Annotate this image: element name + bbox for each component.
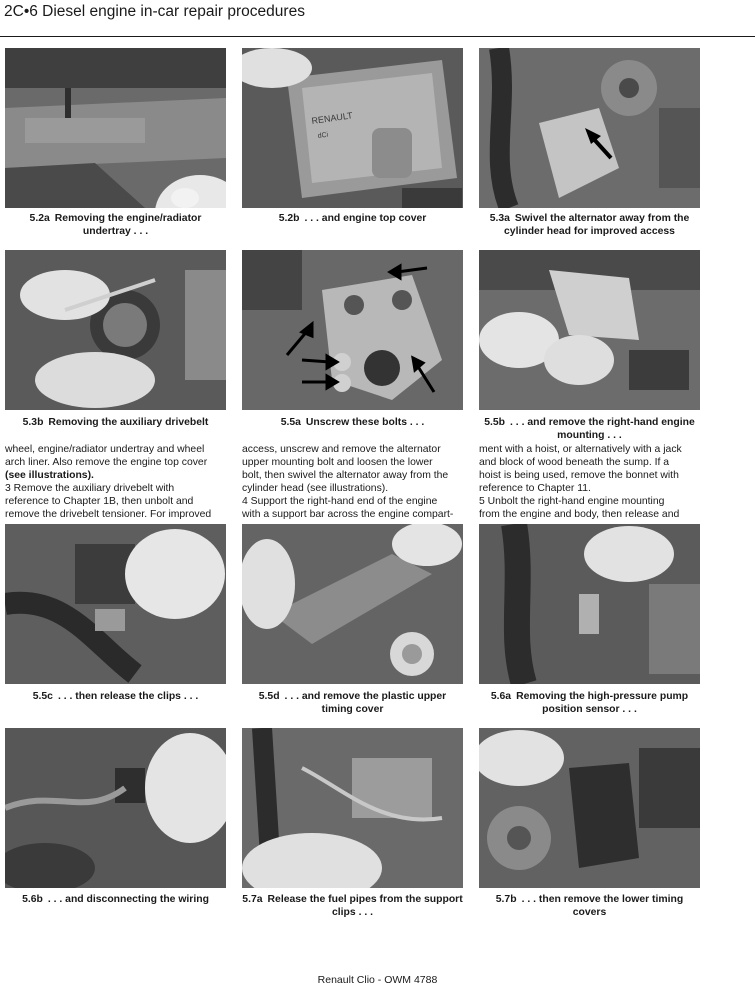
photo-5-2b bbox=[242, 48, 463, 208]
photo-5-5d bbox=[242, 524, 463, 684]
caption-5-6a: 5.6a Removing the high-pressure pump position sensor . . . bbox=[490, 691, 689, 715]
header-rule bbox=[0, 36, 755, 37]
photo-5-6a bbox=[479, 524, 700, 684]
photo-5-3a bbox=[479, 48, 700, 208]
page-footer: Renault Clio - OWM 4788 bbox=[317, 974, 438, 986]
caption-5-5b: 5.5b . . . and remove the right-hand engine mounting . . . bbox=[484, 417, 695, 441]
caption-5-6b: 5.6b . . . and disconnecting the wiring bbox=[22, 894, 209, 905]
caption-5-3b: 5.3b Removing the auxiliary drivebelt bbox=[22, 417, 209, 428]
body-text-col1: wheel, engine/radiator undertray and wheel arch liner. Also remove the engine top cover (see illustrations). 3 Remove the auxiliary drivebelt with reference to Chapter 1B, then unbolt and remove the drivebelt tensioner. For improved bbox=[5, 444, 212, 520]
caption-5-5c: 5.5c . . . then release the clips . . . bbox=[32, 691, 199, 702]
caption-5-2a: 5.2a Removing the engine/radiator undertray . . . bbox=[29, 213, 202, 237]
photo-5-2a bbox=[5, 48, 226, 208]
photo-5-5c bbox=[5, 524, 226, 684]
photo-5-7a bbox=[242, 728, 463, 888]
renault-badge: RENAULT bbox=[310, 110, 354, 126]
caption-5-2b: 5.2b . . . and engine top cover bbox=[278, 213, 427, 224]
body-text-col2: access, unscrew and remove the alternator upper mounting bolt and loosen the lower bolt, then swivel the alternator away from the cylinder head (see illustrations). 4 Support the right-hand end of the engine with a support bar across the engine compart- bbox=[242, 444, 454, 520]
body-text-col3: ment with a hoist, or alternatively with a jack and block of wood beneath the sump. If a hoist is being used, remove the bonnet with reference to Chapter 11. 5 Unbolt the right-hand engine mounting from the engine and body, then release and bbox=[479, 444, 682, 520]
page-header: 2C•6 Diesel engine in-car repair procedures bbox=[4, 3, 305, 20]
photo-5-7b bbox=[479, 728, 700, 888]
photo-5-6b bbox=[5, 728, 226, 888]
caption-5-3a: 5.3a Swivel the alternator away from the cylinder head for improved access bbox=[489, 213, 690, 237]
photo-5-3b bbox=[5, 250, 226, 410]
badge-code: dCi bbox=[317, 131, 329, 140]
caption-5-5a: 5.5a Unscrew these bolts . . . bbox=[280, 417, 425, 428]
caption-5-7b: 5.7b . . . then remove the lower timing covers bbox=[495, 894, 684, 918]
caption-5-5d: 5.5d . . . and remove the plastic upper timing cover bbox=[258, 691, 447, 715]
photo-5-5a bbox=[242, 250, 463, 410]
photo-5-5b bbox=[479, 250, 700, 410]
caption-5-7a: 5.7a Release the fuel pipes from the support clips . . . bbox=[242, 894, 463, 918]
